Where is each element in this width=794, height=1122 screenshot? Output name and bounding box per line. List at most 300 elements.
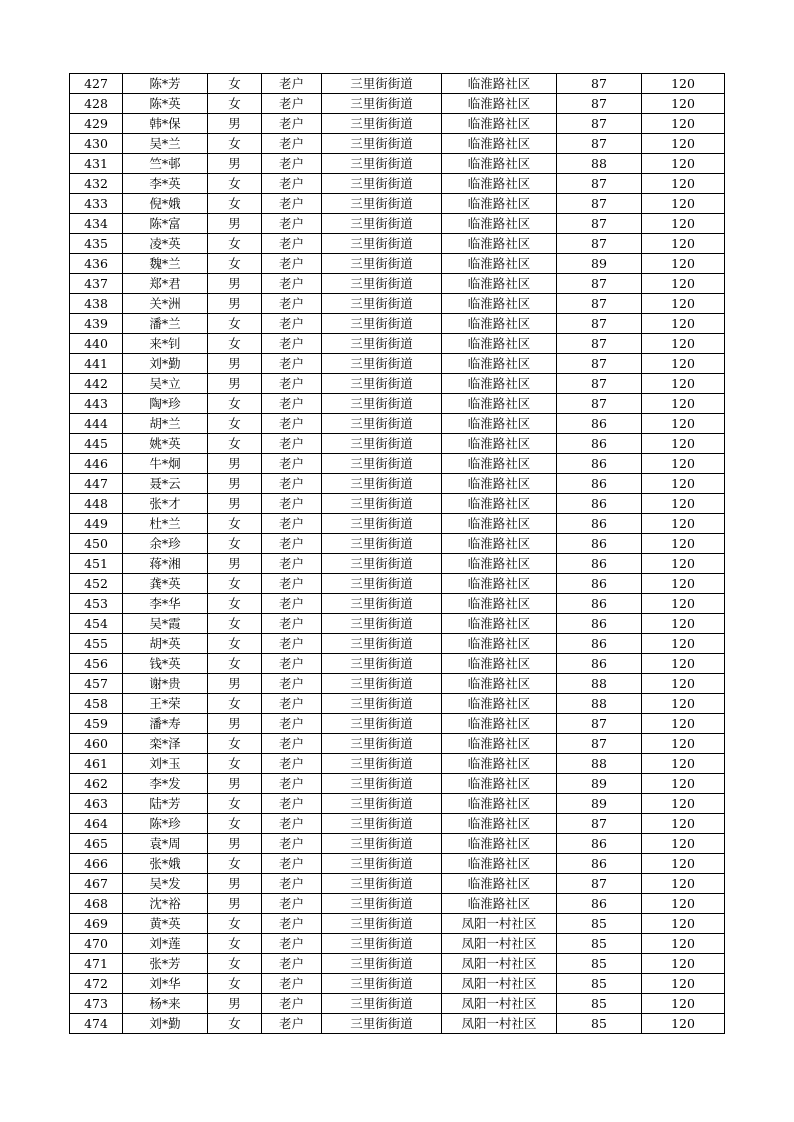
resident-name-cell: 刘*华 bbox=[123, 974, 208, 994]
community-cell: 临淮路社区 bbox=[442, 814, 557, 834]
gender-cell: 女 bbox=[208, 394, 262, 414]
amount-cell: 120 bbox=[642, 214, 725, 234]
resident-name-cell: 吴*霞 bbox=[123, 614, 208, 634]
gender-cell: 女 bbox=[208, 194, 262, 214]
household-type-cell: 老户 bbox=[262, 594, 322, 614]
age-cell: 86 bbox=[557, 494, 642, 514]
community-cell: 临淮路社区 bbox=[442, 754, 557, 774]
amount-cell: 120 bbox=[642, 634, 725, 654]
age-cell: 87 bbox=[557, 354, 642, 374]
household-type-cell: 老户 bbox=[262, 954, 322, 974]
household-type-cell: 老户 bbox=[262, 734, 322, 754]
street-cell: 三里街街道 bbox=[322, 134, 442, 154]
gender-cell: 男 bbox=[208, 894, 262, 914]
household-type-cell: 老户 bbox=[262, 474, 322, 494]
gender-cell: 女 bbox=[208, 794, 262, 814]
row-number-cell: 458 bbox=[70, 694, 123, 714]
amount-cell: 120 bbox=[642, 454, 725, 474]
resident-name-cell: 牛*炯 bbox=[123, 454, 208, 474]
street-cell: 三里街街道 bbox=[322, 574, 442, 594]
table-row bbox=[70, 354, 725, 374]
amount-cell: 120 bbox=[642, 674, 725, 694]
gender-cell: 男 bbox=[208, 874, 262, 894]
amount-cell: 120 bbox=[642, 1014, 725, 1034]
street-cell: 三里街街道 bbox=[322, 494, 442, 514]
resident-name-cell: 胡*兰 bbox=[123, 414, 208, 434]
row-number-cell: 459 bbox=[70, 714, 123, 734]
table-row bbox=[70, 654, 725, 674]
row-number-cell: 442 bbox=[70, 374, 123, 394]
household-type-cell: 老户 bbox=[262, 1014, 322, 1034]
amount-cell: 120 bbox=[642, 474, 725, 494]
community-cell: 临淮路社区 bbox=[442, 294, 557, 314]
row-number-cell: 464 bbox=[70, 814, 123, 834]
age-cell: 86 bbox=[557, 454, 642, 474]
resident-name-cell: 陈*英 bbox=[123, 94, 208, 114]
row-number-cell: 452 bbox=[70, 574, 123, 594]
gender-cell: 女 bbox=[208, 414, 262, 434]
table-row bbox=[70, 874, 725, 894]
household-type-cell: 老户 bbox=[262, 234, 322, 254]
resident-name-cell: 蒋*湘 bbox=[123, 554, 208, 574]
row-number-cell: 462 bbox=[70, 774, 123, 794]
community-cell: 临淮路社区 bbox=[442, 154, 557, 174]
row-number-cell: 447 bbox=[70, 474, 123, 494]
resident-name-cell: 袁*周 bbox=[123, 834, 208, 854]
row-number-cell: 446 bbox=[70, 454, 123, 474]
street-cell: 三里街街道 bbox=[322, 94, 442, 114]
resident-name-cell: 倪*娥 bbox=[123, 194, 208, 214]
gender-cell: 男 bbox=[208, 834, 262, 854]
gender-cell: 女 bbox=[208, 334, 262, 354]
community-cell: 临淮路社区 bbox=[442, 494, 557, 514]
age-cell: 87 bbox=[557, 814, 642, 834]
age-cell: 88 bbox=[557, 754, 642, 774]
community-cell: 临淮路社区 bbox=[442, 94, 557, 114]
resident-name-cell: 刘*莲 bbox=[123, 934, 208, 954]
street-cell: 三里街街道 bbox=[322, 774, 442, 794]
gender-cell: 男 bbox=[208, 354, 262, 374]
street-cell: 三里街街道 bbox=[322, 394, 442, 414]
age-cell: 87 bbox=[557, 74, 642, 94]
community-cell: 临淮路社区 bbox=[442, 594, 557, 614]
resident-name-cell: 杜*兰 bbox=[123, 514, 208, 534]
amount-cell: 120 bbox=[642, 554, 725, 574]
age-cell: 87 bbox=[557, 314, 642, 334]
amount-cell: 120 bbox=[642, 494, 725, 514]
table-row bbox=[70, 294, 725, 314]
household-type-cell: 老户 bbox=[262, 394, 322, 414]
gender-cell: 女 bbox=[208, 694, 262, 714]
street-cell: 三里街街道 bbox=[322, 954, 442, 974]
community-cell: 临淮路社区 bbox=[442, 694, 557, 714]
community-cell: 临淮路社区 bbox=[442, 74, 557, 94]
community-cell: 凤阳一村社区 bbox=[442, 974, 557, 994]
table-row bbox=[70, 514, 725, 534]
amount-cell: 120 bbox=[642, 294, 725, 314]
amount-cell: 120 bbox=[642, 734, 725, 754]
age-cell: 86 bbox=[557, 474, 642, 494]
resident-name-cell: 龚*英 bbox=[123, 574, 208, 594]
gender-cell: 女 bbox=[208, 94, 262, 114]
household-type-cell: 老户 bbox=[262, 994, 322, 1014]
age-cell: 87 bbox=[557, 274, 642, 294]
table-row bbox=[70, 474, 725, 494]
table-row bbox=[70, 534, 725, 554]
age-cell: 87 bbox=[557, 394, 642, 414]
resident-name-cell: 王*荣 bbox=[123, 694, 208, 714]
street-cell: 三里街街道 bbox=[322, 794, 442, 814]
age-cell: 86 bbox=[557, 434, 642, 454]
community-cell: 临淮路社区 bbox=[442, 254, 557, 274]
household-type-cell: 老户 bbox=[262, 514, 322, 534]
row-number-cell: 449 bbox=[70, 514, 123, 534]
age-cell: 86 bbox=[557, 414, 642, 434]
street-cell: 三里街街道 bbox=[322, 454, 442, 474]
age-cell: 87 bbox=[557, 234, 642, 254]
resident-name-cell: 刘*勤 bbox=[123, 1014, 208, 1034]
amount-cell: 120 bbox=[642, 954, 725, 974]
gender-cell: 女 bbox=[208, 434, 262, 454]
amount-cell: 120 bbox=[642, 394, 725, 414]
table-row bbox=[70, 554, 725, 574]
household-type-cell: 老户 bbox=[262, 74, 322, 94]
community-cell: 临淮路社区 bbox=[442, 354, 557, 374]
community-cell: 临淮路社区 bbox=[442, 874, 557, 894]
row-number-cell: 453 bbox=[70, 594, 123, 614]
community-cell: 凤阳一村社区 bbox=[442, 1014, 557, 1034]
gender-cell: 女 bbox=[208, 654, 262, 674]
row-number-cell: 443 bbox=[70, 394, 123, 414]
amount-cell: 120 bbox=[642, 94, 725, 114]
amount-cell: 120 bbox=[642, 354, 725, 374]
street-cell: 三里街街道 bbox=[322, 194, 442, 214]
household-type-cell: 老户 bbox=[262, 434, 322, 454]
community-cell: 临淮路社区 bbox=[442, 414, 557, 434]
street-cell: 三里街街道 bbox=[322, 354, 442, 374]
row-number-cell: 466 bbox=[70, 854, 123, 874]
amount-cell: 120 bbox=[642, 874, 725, 894]
age-cell: 87 bbox=[557, 294, 642, 314]
household-type-cell: 老户 bbox=[262, 614, 322, 634]
community-cell: 临淮路社区 bbox=[442, 374, 557, 394]
age-cell: 89 bbox=[557, 794, 642, 814]
age-cell: 87 bbox=[557, 214, 642, 234]
community-cell: 临淮路社区 bbox=[442, 194, 557, 214]
row-number-cell: 436 bbox=[70, 254, 123, 274]
row-number-cell: 434 bbox=[70, 214, 123, 234]
household-type-cell: 老户 bbox=[262, 834, 322, 854]
age-cell: 86 bbox=[557, 654, 642, 674]
resident-name-cell: 郑*君 bbox=[123, 274, 208, 294]
community-cell: 临淮路社区 bbox=[442, 654, 557, 674]
household-type-cell: 老户 bbox=[262, 974, 322, 994]
age-cell: 87 bbox=[557, 114, 642, 134]
age-cell: 87 bbox=[557, 334, 642, 354]
roster-body bbox=[70, 74, 725, 1034]
gender-cell: 女 bbox=[208, 254, 262, 274]
gender-cell: 女 bbox=[208, 974, 262, 994]
table-row bbox=[70, 494, 725, 514]
community-cell: 凤阳一村社区 bbox=[442, 914, 557, 934]
community-cell: 临淮路社区 bbox=[442, 734, 557, 754]
amount-cell: 120 bbox=[642, 654, 725, 674]
community-cell: 临淮路社区 bbox=[442, 454, 557, 474]
household-type-cell: 老户 bbox=[262, 874, 322, 894]
table-row bbox=[70, 814, 725, 834]
amount-cell: 120 bbox=[642, 814, 725, 834]
table-row bbox=[70, 214, 725, 234]
amount-cell: 120 bbox=[642, 914, 725, 934]
resident-name-cell: 胡*英 bbox=[123, 634, 208, 654]
row-number-cell: 439 bbox=[70, 314, 123, 334]
community-cell: 临淮路社区 bbox=[442, 234, 557, 254]
gender-cell: 女 bbox=[208, 754, 262, 774]
street-cell: 三里街街道 bbox=[322, 714, 442, 734]
gender-cell: 男 bbox=[208, 374, 262, 394]
resident-name-cell: 谢*贵 bbox=[123, 674, 208, 694]
community-cell: 临淮路社区 bbox=[442, 774, 557, 794]
age-cell: 87 bbox=[557, 734, 642, 754]
street-cell: 三里街街道 bbox=[322, 374, 442, 394]
table-row bbox=[70, 314, 725, 334]
street-cell: 三里街街道 bbox=[322, 474, 442, 494]
amount-cell: 120 bbox=[642, 334, 725, 354]
table-row bbox=[70, 94, 725, 114]
household-type-cell: 老户 bbox=[262, 634, 322, 654]
household-type-cell: 老户 bbox=[262, 774, 322, 794]
table-row bbox=[70, 934, 725, 954]
community-cell: 临淮路社区 bbox=[442, 214, 557, 234]
street-cell: 三里街街道 bbox=[322, 154, 442, 174]
street-cell: 三里街街道 bbox=[322, 114, 442, 134]
resident-name-cell: 刘*玉 bbox=[123, 754, 208, 774]
amount-cell: 120 bbox=[642, 234, 725, 254]
gender-cell: 男 bbox=[208, 454, 262, 474]
amount-cell: 120 bbox=[642, 254, 725, 274]
household-type-cell: 老户 bbox=[262, 554, 322, 574]
table-row bbox=[70, 974, 725, 994]
gender-cell: 男 bbox=[208, 214, 262, 234]
street-cell: 三里街街道 bbox=[322, 434, 442, 454]
table-row bbox=[70, 914, 725, 934]
community-cell: 临淮路社区 bbox=[442, 614, 557, 634]
resident-name-cell: 潘*兰 bbox=[123, 314, 208, 334]
resident-name-cell: 沈*裕 bbox=[123, 894, 208, 914]
community-cell: 临淮路社区 bbox=[442, 514, 557, 534]
street-cell: 三里街街道 bbox=[322, 514, 442, 534]
age-cell: 85 bbox=[557, 954, 642, 974]
table-row bbox=[70, 594, 725, 614]
age-cell: 87 bbox=[557, 374, 642, 394]
gender-cell: 女 bbox=[208, 134, 262, 154]
row-number-cell: 438 bbox=[70, 294, 123, 314]
community-cell: 临淮路社区 bbox=[442, 894, 557, 914]
age-cell: 86 bbox=[557, 834, 642, 854]
age-cell: 87 bbox=[557, 714, 642, 734]
street-cell: 三里街街道 bbox=[322, 974, 442, 994]
amount-cell: 120 bbox=[642, 594, 725, 614]
row-number-cell: 435 bbox=[70, 234, 123, 254]
resident-name-cell: 余*珍 bbox=[123, 534, 208, 554]
table-row bbox=[70, 614, 725, 634]
row-number-cell: 456 bbox=[70, 654, 123, 674]
table-row bbox=[70, 154, 725, 174]
gender-cell: 女 bbox=[208, 314, 262, 334]
community-cell: 凤阳一村社区 bbox=[442, 994, 557, 1014]
table-row bbox=[70, 674, 725, 694]
age-cell: 86 bbox=[557, 574, 642, 594]
row-number-cell: 455 bbox=[70, 634, 123, 654]
street-cell: 三里街街道 bbox=[322, 294, 442, 314]
amount-cell: 120 bbox=[642, 154, 725, 174]
street-cell: 三里街街道 bbox=[322, 914, 442, 934]
street-cell: 三里街街道 bbox=[322, 234, 442, 254]
community-cell: 临淮路社区 bbox=[442, 334, 557, 354]
household-type-cell: 老户 bbox=[262, 574, 322, 594]
household-type-cell: 老户 bbox=[262, 114, 322, 134]
gender-cell: 男 bbox=[208, 714, 262, 734]
amount-cell: 120 bbox=[642, 134, 725, 154]
household-type-cell: 老户 bbox=[262, 414, 322, 434]
table-row bbox=[70, 574, 725, 594]
street-cell: 三里街街道 bbox=[322, 314, 442, 334]
resident-name-cell: 吴*发 bbox=[123, 874, 208, 894]
household-type-cell: 老户 bbox=[262, 534, 322, 554]
table-row bbox=[70, 774, 725, 794]
age-cell: 85 bbox=[557, 1014, 642, 1034]
gender-cell: 女 bbox=[208, 734, 262, 754]
street-cell: 三里街街道 bbox=[322, 534, 442, 554]
resident-name-cell: 竺*邨 bbox=[123, 154, 208, 174]
household-type-cell: 老户 bbox=[262, 134, 322, 154]
resident-name-cell: 陈*芳 bbox=[123, 74, 208, 94]
household-type-cell: 老户 bbox=[262, 714, 322, 734]
row-number-cell: 469 bbox=[70, 914, 123, 934]
amount-cell: 120 bbox=[642, 934, 725, 954]
street-cell: 三里街街道 bbox=[322, 894, 442, 914]
amount-cell: 120 bbox=[642, 434, 725, 454]
street-cell: 三里街街道 bbox=[322, 694, 442, 714]
amount-cell: 120 bbox=[642, 854, 725, 874]
row-number-cell: 440 bbox=[70, 334, 123, 354]
amount-cell: 120 bbox=[642, 894, 725, 914]
age-cell: 88 bbox=[557, 154, 642, 174]
table-row bbox=[70, 434, 725, 454]
age-cell: 86 bbox=[557, 594, 642, 614]
community-cell: 临淮路社区 bbox=[442, 434, 557, 454]
age-cell: 87 bbox=[557, 194, 642, 214]
table-row bbox=[70, 374, 725, 394]
community-cell: 临淮路社区 bbox=[442, 274, 557, 294]
household-type-cell: 老户 bbox=[262, 174, 322, 194]
street-cell: 三里街街道 bbox=[322, 74, 442, 94]
street-cell: 三里街街道 bbox=[322, 734, 442, 754]
amount-cell: 120 bbox=[642, 174, 725, 194]
table-row bbox=[70, 694, 725, 714]
amount-cell: 120 bbox=[642, 834, 725, 854]
community-cell: 临淮路社区 bbox=[442, 714, 557, 734]
table-row bbox=[70, 854, 725, 874]
row-number-cell: 467 bbox=[70, 874, 123, 894]
community-cell: 临淮路社区 bbox=[442, 394, 557, 414]
community-cell: 临淮路社区 bbox=[442, 634, 557, 654]
community-cell: 临淮路社区 bbox=[442, 834, 557, 854]
street-cell: 三里街街道 bbox=[322, 1014, 442, 1034]
age-cell: 88 bbox=[557, 674, 642, 694]
row-number-cell: 429 bbox=[70, 114, 123, 134]
community-cell: 临淮路社区 bbox=[442, 134, 557, 154]
gender-cell: 男 bbox=[208, 994, 262, 1014]
community-cell: 临淮路社区 bbox=[442, 474, 557, 494]
age-cell: 85 bbox=[557, 994, 642, 1014]
gender-cell: 男 bbox=[208, 554, 262, 574]
table-row bbox=[70, 994, 725, 1014]
amount-cell: 120 bbox=[642, 414, 725, 434]
gender-cell: 女 bbox=[208, 814, 262, 834]
community-cell: 临淮路社区 bbox=[442, 574, 557, 594]
table-row bbox=[70, 794, 725, 814]
gender-cell: 女 bbox=[208, 174, 262, 194]
street-cell: 三里街街道 bbox=[322, 834, 442, 854]
table-row bbox=[70, 414, 725, 434]
household-type-cell: 老户 bbox=[262, 934, 322, 954]
street-cell: 三里街街道 bbox=[322, 674, 442, 694]
gender-cell: 女 bbox=[208, 614, 262, 634]
amount-cell: 120 bbox=[642, 514, 725, 534]
community-cell: 临淮路社区 bbox=[442, 854, 557, 874]
street-cell: 三里街街道 bbox=[322, 634, 442, 654]
household-type-cell: 老户 bbox=[262, 374, 322, 394]
resident-name-cell: 韩*保 bbox=[123, 114, 208, 134]
age-cell: 86 bbox=[557, 894, 642, 914]
household-type-cell: 老户 bbox=[262, 854, 322, 874]
age-cell: 89 bbox=[557, 774, 642, 794]
household-type-cell: 老户 bbox=[262, 914, 322, 934]
amount-cell: 120 bbox=[642, 994, 725, 1014]
row-number-cell: 433 bbox=[70, 194, 123, 214]
household-type-cell: 老户 bbox=[262, 294, 322, 314]
row-number-cell: 450 bbox=[70, 534, 123, 554]
table-row bbox=[70, 894, 725, 914]
table-row bbox=[70, 174, 725, 194]
resident-name-cell: 张*芳 bbox=[123, 954, 208, 974]
amount-cell: 120 bbox=[642, 754, 725, 774]
row-number-cell: 432 bbox=[70, 174, 123, 194]
resident-name-cell: 李*华 bbox=[123, 594, 208, 614]
street-cell: 三里街街道 bbox=[322, 814, 442, 834]
gender-cell: 女 bbox=[208, 574, 262, 594]
household-type-cell: 老户 bbox=[262, 454, 322, 474]
street-cell: 三里街街道 bbox=[322, 654, 442, 674]
gender-cell: 女 bbox=[208, 634, 262, 654]
age-cell: 86 bbox=[557, 614, 642, 634]
household-type-cell: 老户 bbox=[262, 754, 322, 774]
table-row bbox=[70, 1014, 725, 1034]
gender-cell: 女 bbox=[208, 514, 262, 534]
age-cell: 89 bbox=[557, 254, 642, 274]
resident-name-cell: 吴*立 bbox=[123, 374, 208, 394]
street-cell: 三里街街道 bbox=[322, 874, 442, 894]
household-type-cell: 老户 bbox=[262, 494, 322, 514]
table-row bbox=[70, 634, 725, 654]
row-number-cell: 473 bbox=[70, 994, 123, 1014]
row-number-cell: 474 bbox=[70, 1014, 123, 1034]
gender-cell: 男 bbox=[208, 674, 262, 694]
gender-cell: 男 bbox=[208, 494, 262, 514]
gender-cell: 女 bbox=[208, 934, 262, 954]
resident-name-cell: 陆*芳 bbox=[123, 794, 208, 814]
